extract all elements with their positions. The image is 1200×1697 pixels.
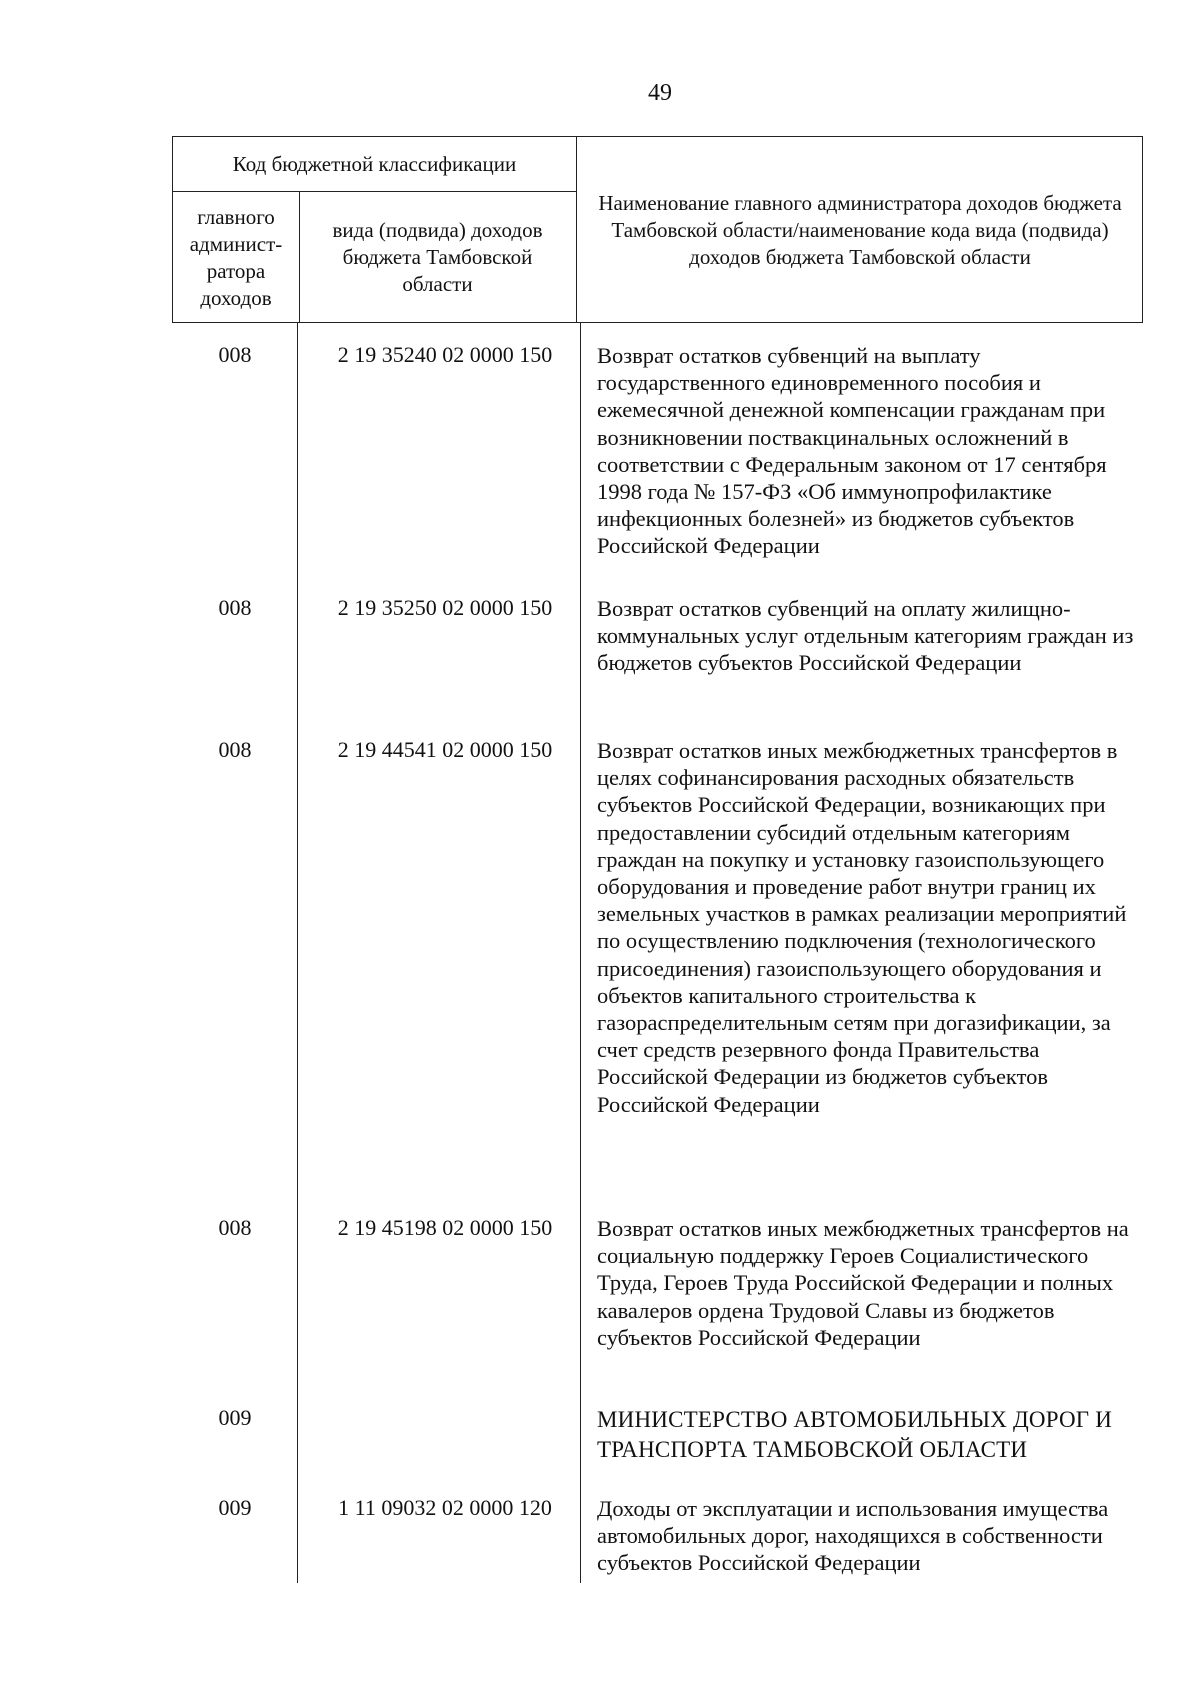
header-code-group: Код бюджетной классификации	[232, 151, 517, 176]
income-code: 1 11 09032 02 0000 120	[338, 1495, 552, 1520]
income-code: 2 19 44541 02 0000 150	[337, 737, 553, 762]
header-name-column: Наименование главного администратора доходов бюджета Тамбовской области/наименование кода вида (подвида) доходов бюджета Тамбовской области	[598, 191, 1122, 269]
admin-code: 009	[218, 1405, 252, 1430]
income-name: Возврат остатков субвенций на выплату государственного единовременного пособия и ежемесячной денежной компенсации гражданам при возникновении поствакцинальных осложнений в соответствии с Федеральным законом от 17 сентября 1998 года № 157-ФЗ «Об иммунопрофилактике инфекционных болезней» из бюджетов субъектов Российской Федерации	[597, 343, 1107, 559]
table-header	[172, 136, 1143, 323]
header-admin-line: доходов	[200, 285, 272, 310]
admin-code: 008	[218, 595, 252, 620]
header-kind-column: вида (подвида) доходов бюджета Тамбовской области	[332, 218, 543, 296]
admin-code: 008	[218, 342, 252, 367]
page-number: 49	[648, 80, 672, 106]
header-admin-line: главного	[197, 204, 275, 229]
income-name: Возврат остатков иных межбюджетных трансфертов в целях софинансирования расходных обязательств субъектов Российской Федерации, возникающих при предоставлении субсидий отдельным категориям граждан на покупку и установку газоиспользующего оборудования и проведение работ внутри границ их земельных участков в рамках реализации мероприятий по осуществлению подключения (технологического присоединения) газоиспользующего оборудования и объектов капитального строительства к газораспределительным сетям при догазификации, за счет средств резервного фонда Правительства Российской Федерации из бюджетов субъектов Российской Федерации	[597, 738, 1127, 1117]
header-admin-line: админист-	[189, 231, 283, 256]
column-divider	[580, 323, 581, 1583]
header-admin-column	[173, 191, 299, 324]
income-code: 2 19 35240 02 0000 150	[337, 342, 553, 367]
admin-code: 008	[218, 737, 252, 762]
income-name: Доходы от эксплуатации и использования имущества автомобильных дорог, находящихся в собственности субъектов Российской Федерации	[597, 1496, 1109, 1576]
admin-code: 009	[218, 1495, 252, 1520]
income-name: Возврат остатков иных межбюджетных трансфертов на социальную поддержку Героев Социалистического Труда, Героев Труда Российской Федерации и полных кавалеров ордена Трудовой Славы из бюджетов субъектов Российской Федерации	[597, 1216, 1129, 1350]
income-code: 2 19 45198 02 0000 150	[337, 1215, 553, 1240]
ministry-title: МИНИСТЕРСТВО АВТОМОБИЛЬНЫХ ДОРОГ И ТРАНСПОРТА ТАМБОВСКОЙ ОБЛАСТИ	[597, 1407, 1113, 1462]
column-divider	[297, 323, 298, 1583]
header-admin-line: ратора	[206, 258, 266, 283]
admin-code: 008	[218, 1215, 252, 1240]
income-name: Возврат остатков субвенций на оплату жилищно-коммунальных услуг отдельным категориям граждан из бюджетов субъектов Российской Федерации	[597, 596, 1134, 676]
income-code: 2 19 35250 02 0000 150	[337, 595, 553, 620]
